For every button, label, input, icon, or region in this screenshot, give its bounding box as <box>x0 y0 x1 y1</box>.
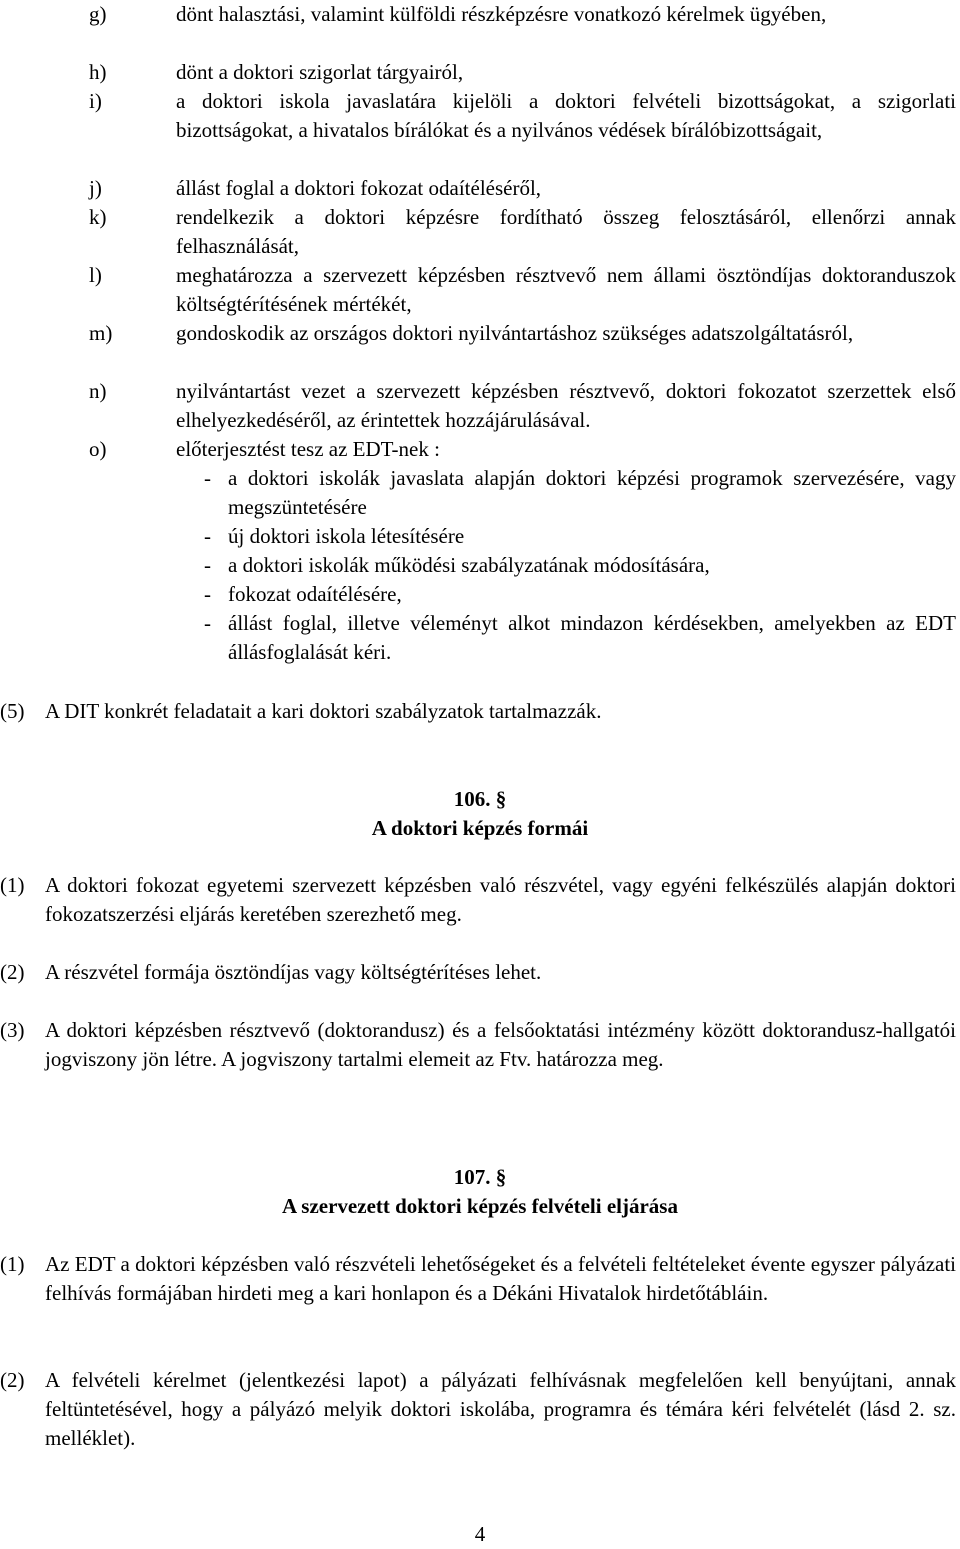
section-title: A szervezett doktori képzés felvételi eljárása <box>282 1194 678 1218</box>
paragraph-text: A részvétel formája ösztöndíjas vagy költségtérítéses lehet. <box>45 960 542 984</box>
paragraph-number: (5) <box>0 699 25 723</box>
sub-list-item-text: a doktori iskolák javaslata alapján doktori képzési programok szervezésére, vagy megszüntetésére <box>228 466 956 519</box>
list-item-text: dönt a doktori szigorlat tárgyairól, <box>176 60 464 84</box>
paragraph-number: (1) <box>0 873 25 897</box>
list-item-label: n) <box>89 379 107 403</box>
paragraph-text: A doktori fokozat egyetemi szervezett képzésben való részvétel, vagy egyéni felkészülés alapján doktori fokozatszerzési eljárás keretében szerezhető meg. <box>45 873 956 926</box>
list-item-text: rendelkezik a doktori képzésre fordítható összeg felosztásáról, ellenőrzi annak felhasználását, <box>176 205 956 258</box>
sub-list-item-text: fokozat odaítélésére, <box>228 582 402 606</box>
sub-list-item-text: a doktori iskolák működési szabályzatának módosítására, <box>228 553 710 577</box>
paragraph-number: (3) <box>0 1018 25 1042</box>
paragraph-text: Az EDT a doktori képzésben való részvételi lehetőségeket és a felvételi feltételeket évente egyszer pályázati felhívás formájában hirdeti meg a kari honlapon és a Dékáni Hivatalok hirdetőtábláin. <box>45 1252 956 1305</box>
list-item-label: g) <box>89 2 107 26</box>
list-item-label: l) <box>89 263 102 287</box>
list-item-label: k) <box>89 205 107 229</box>
paragraph-text: A DIT konkrét feladatait a kari doktori szabályzatok tartalmazzák. <box>45 699 602 723</box>
section-title: A doktori képzés formái <box>371 816 589 840</box>
sub-list-item-text: állást foglal, illetve véleményt alkot mindazon kérdésekben, amelyekben az EDT állásfoglalását kéri. <box>228 611 956 664</box>
paragraph-number: (2) <box>0 1368 25 1392</box>
list-item-text: dönt halasztási, valamint külföldi részképzésre vonatkozó kérelmek ügyében, <box>176 2 827 26</box>
page-number: 4 <box>474 1522 486 1546</box>
list-item-text: nyilvántartást vezet a szervezett képzésben résztvevő, doktori fokozatot szerzettek első elhelyezkedéséről, az érintettek hozzájárulásával. <box>176 379 956 432</box>
section-number: 106. § <box>453 787 507 811</box>
sub-list-item-text: új doktori iskola létesítésére <box>228 524 465 548</box>
list-item-text: gondoskodik az országos doktori nyilvántartáshoz szükséges adatszolgáltatásról, <box>176 321 854 345</box>
list-item-label: m) <box>89 321 113 345</box>
dash-marker: - <box>204 553 211 577</box>
paragraph-number: (1) <box>0 1252 25 1276</box>
list-item-text: előterjesztést tesz az EDT-nek : <box>176 437 440 461</box>
list-item-text: a doktori iskola javaslatára kijelöli a doktori felvételi bizottságokat, a szigorlati bizottságokat, a hivatalos bírálókat és a nyilvános védések bírálóbizottságait, <box>176 89 956 142</box>
dash-marker: - <box>204 466 211 490</box>
paragraph-number: (2) <box>0 960 25 984</box>
list-item-label: j) <box>89 176 102 200</box>
list-item-text: állást foglal a doktori fokozat odaítéléséről, <box>176 176 542 200</box>
list-item-label: o) <box>89 437 107 461</box>
paragraph-text: A doktori képzésben résztvevő (doktorandusz) és a felsőoktatási intézmény között doktorandusz-hallgatói jogviszony jön létre. A jogviszony tartalmi elemeit az Ftv. határozza meg. <box>45 1018 956 1071</box>
list-item-text: meghatározza a szervezett képzésben résztvevő nem állami ösztöndíjas doktoranduszok költségtérítésének mértékét, <box>176 263 956 316</box>
list-item-label: h) <box>89 60 107 84</box>
list-item-label: i) <box>89 89 102 113</box>
dash-marker: - <box>204 611 211 635</box>
paragraph-text: A felvételi kérelmet (jelentkezési lapot) a pályázati felhívásnak megfelelően kell benyújtani, annak feltüntetésével, hogy a pályázó melyik doktori iskolába, programra és témára kéri felvételét (lásd 2. sz. melléklet). <box>45 1368 956 1450</box>
dash-marker: - <box>204 582 211 606</box>
dash-marker: - <box>204 524 211 548</box>
section-number: 107. § <box>453 1165 507 1189</box>
